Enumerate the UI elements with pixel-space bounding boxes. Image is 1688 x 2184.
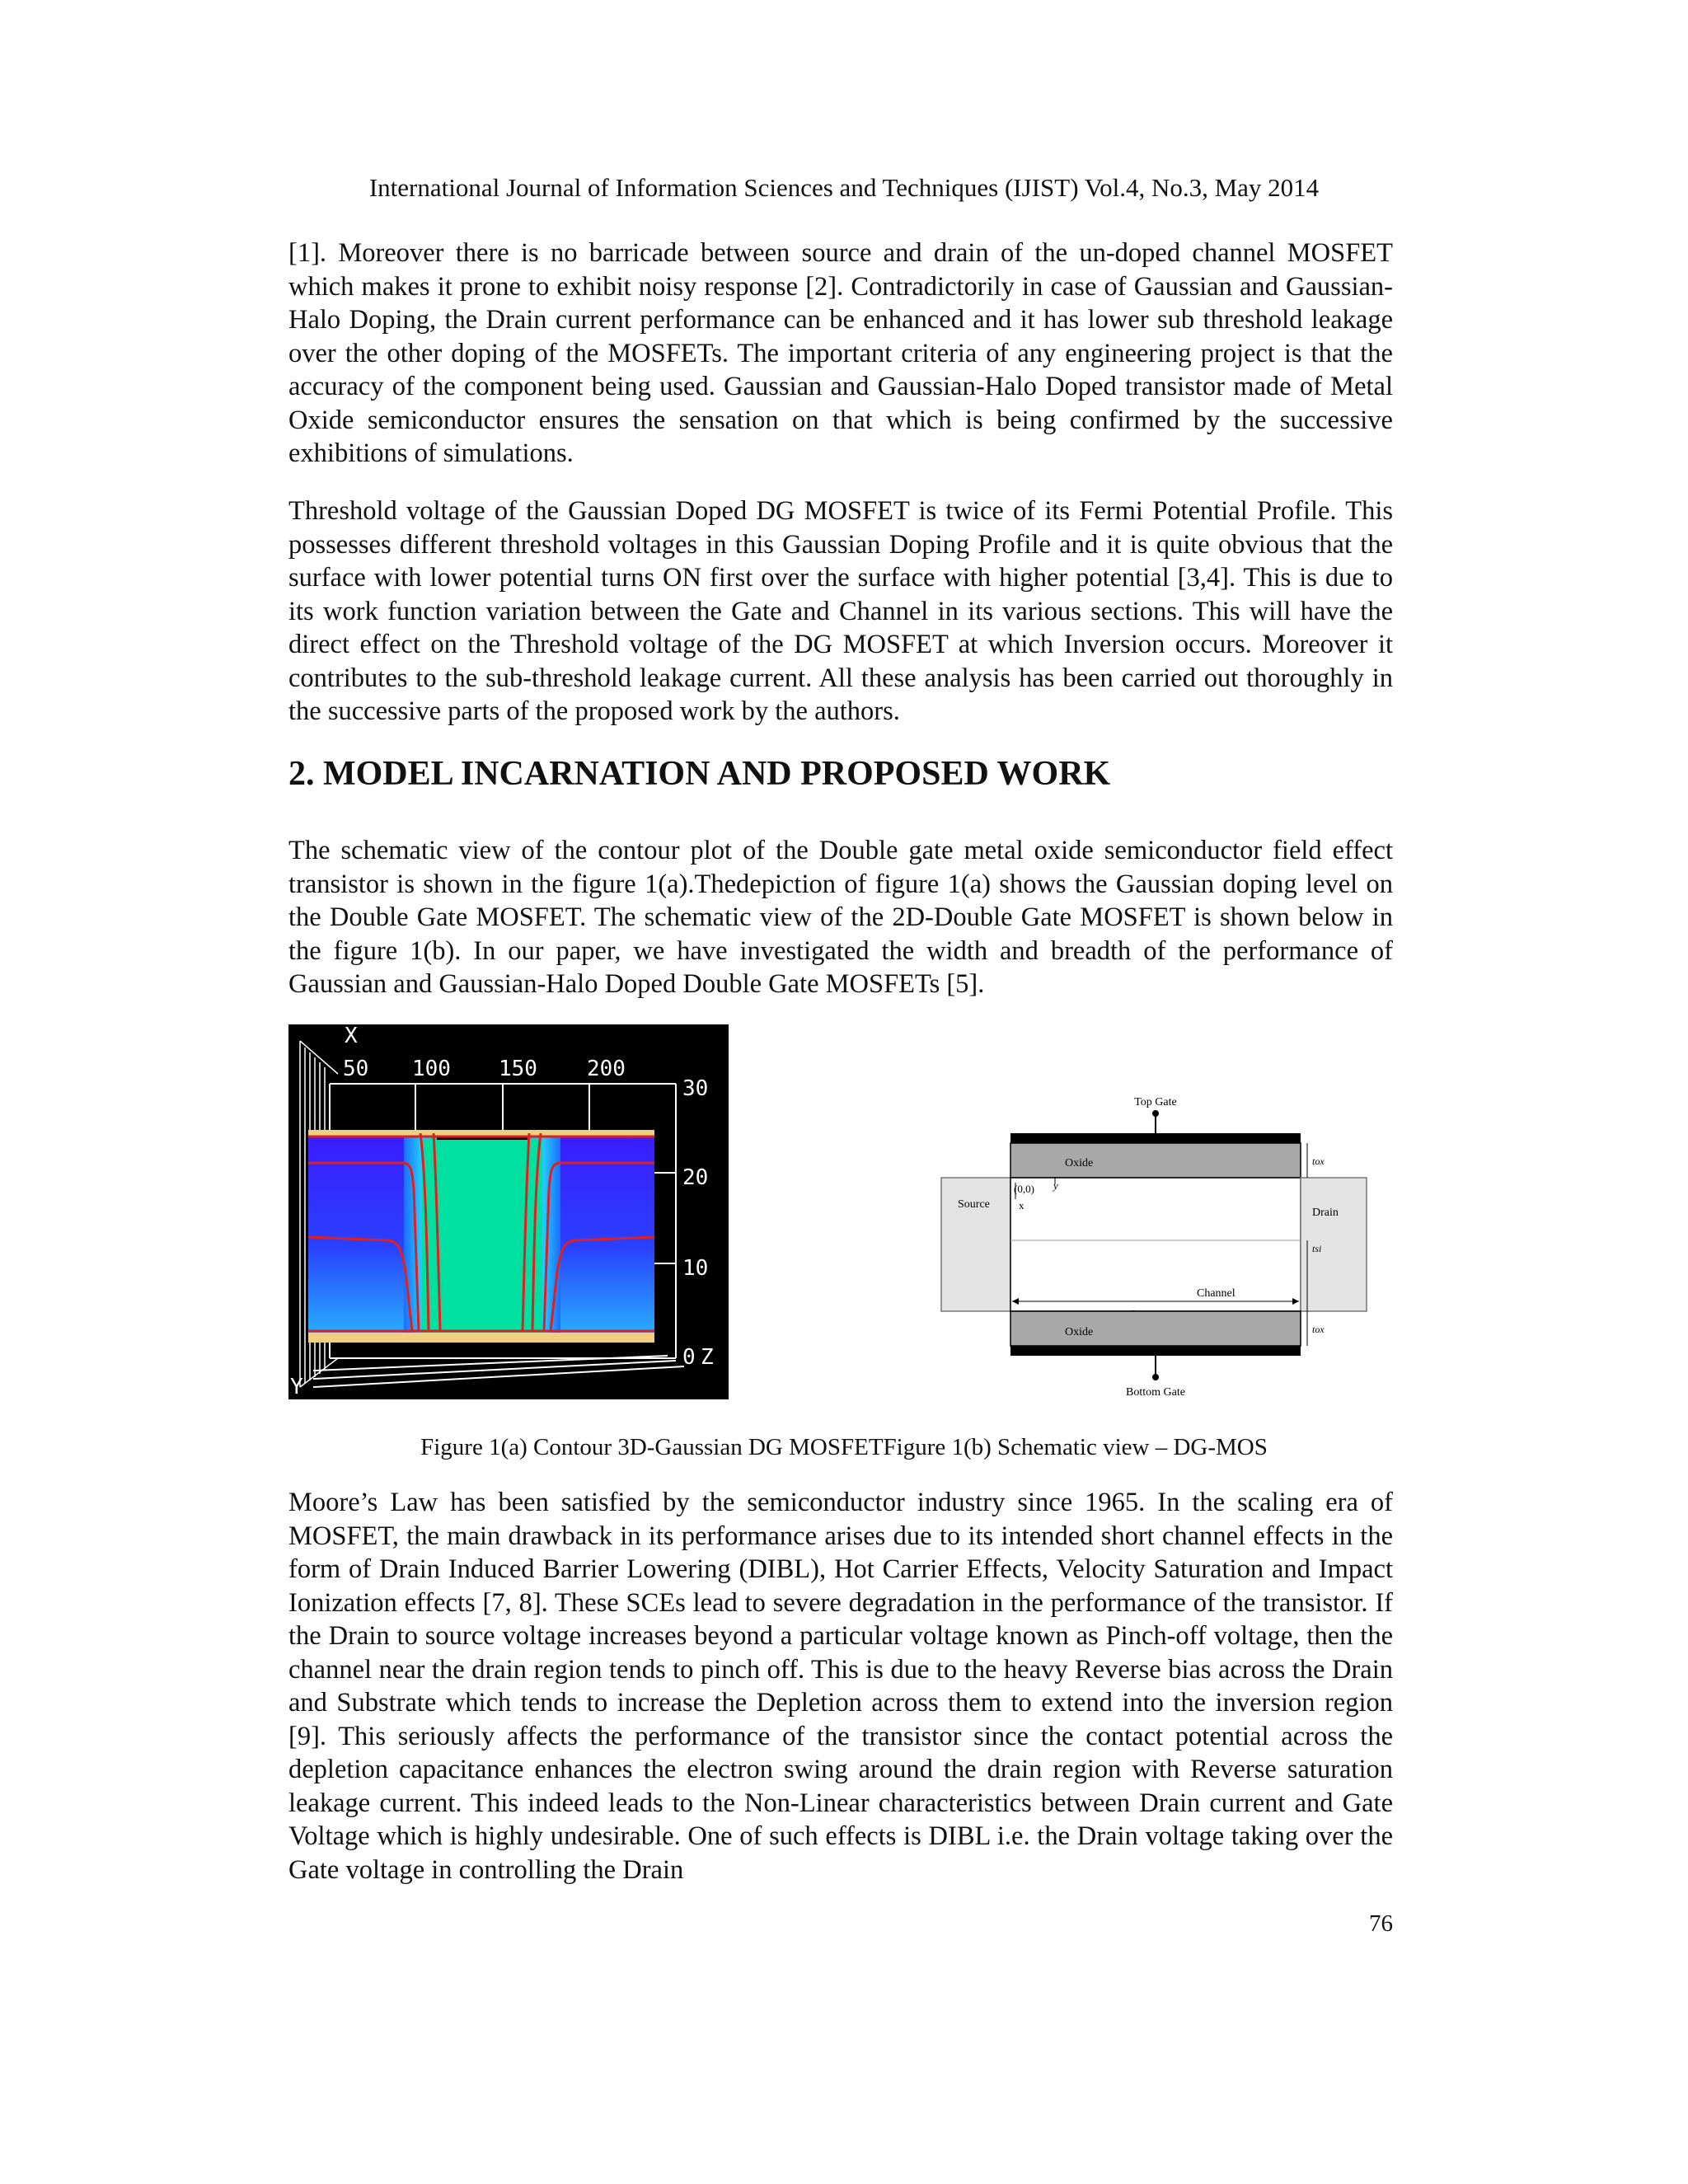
bottom-gate-terminal (1152, 1374, 1159, 1380)
paragraph-2: Threshold voltage of the Gaussian Doped DG MOSFET is twice of its Fermi Potential Profile. This possesses different threshold voltages in this Gaussian Doping Profile and it is quite obvious that the surface with lower potential turns ON first over the surface with higher potential [3,4]. This is due to its work function variation between the Gate and Channel in its various sections. This will have the direct effect on the Threshold voltage of the DG MOSFET at which Inversion occurs. Moreover it contributes to the sub-threshold leakage current. All these analysis has been carried out thoroughly in the successive parts of the proposed work by the authors. (288, 496, 1393, 726)
top-gate-electrode (1010, 1133, 1301, 1143)
channel-label: Channel (1197, 1287, 1236, 1300)
tsi-label: tsi (1312, 1243, 1322, 1254)
bottom-gate-electrode (1010, 1346, 1301, 1356)
schematic-svg (940, 1092, 1368, 1405)
z-axis-letter: Z (701, 1345, 714, 1370)
paragraph-1: [1]. Moreover there is no barricade between source and drain of the un-doped channel MOSFET which makes it prone to exhibit noisy response [2]. Contradictorily in case of Gaussian and Gaussian-Halo Doping, the Drain current performance can be enhanced and it has lower sub threshold leakage over the other doping of the MOSFETs. The important criteria of any engineering project is that the accuracy of the component being used. Gaussian and Gaussian-Halo Doped transistor made of Metal Oxide semiconductor ensures the sensation on that which is being confirmed by the successive exhibitions of simulations. (288, 238, 1393, 468)
x-tick-100: 100 (412, 1057, 451, 1081)
bottom-oxide-label: Oxide (1065, 1326, 1094, 1338)
journal-header: International Journal of Information Sciences and Techniques (IJIST) Vol.4, No.3, May 2014 (368, 173, 1320, 202)
silicon-body (1010, 1178, 1301, 1311)
z-tick-0: 0 (682, 1345, 696, 1370)
section-heading: 2. MODEL INCARNATION AND PROPOSED WORK (288, 755, 1111, 793)
y-axis-letter: Y (290, 1375, 303, 1399)
top-gate-terminal (1152, 1110, 1159, 1117)
x-tick-50: 50 (343, 1057, 369, 1081)
paragraph-3: The schematic view of the contour plot of the Double gate metal oxide semiconductor field effect transistor is shown in the figure 1(a).Thedepiction of figure 1(a) shows the Gaussian doping level on the Double Gate MOSFET. The schematic view of the 2D-Double Gate MOSFET is shown below in the figure 1(b). In our paper, we have investigated the width and breadth of the performance of Gaussian and Gaussian-Halo Doped Double Gate MOSFETs [5]. (288, 836, 1393, 999)
source-label: Source (958, 1198, 990, 1211)
figure-1b-schematic (940, 1092, 1368, 1405)
z-tick-30: 30 (682, 1076, 709, 1101)
paragraph-4: Moore’s Law has been satisfied by the semiconductor industry since 1965. In the scaling era of MOSFET, the main drawback in its performance arises due to its intended short channel effects in the form of Drain Induced Barrier Lowering (DIBL), Hot Carrier Effects, Velocity Saturation and Impact Ionization effects [7, 8]. These SCEs lead to severe degradation in the performance of the transistor. If the Drain to source voltage increases beyond a particular voltage known as Pinch-off voltage, then the channel near the drain region tends to pinch off. This is due to the heavy Reverse bias across the Drain and Substrate which tends to increase the Depletion across them to extend into the inversion region [9]. This seriously affects the performance of the transistor since the contact potential across the depletion capacitance enhances the electron swing around the drain region with Reverse saturation leakage current. This indeed leads to the Non-Linear characteristics between Drain current and Gate Voltage which is highly undesirable. One of such effects is DIBL i.e. the Drain voltage taking over the Gate voltage in controlling the Drain (288, 1488, 1393, 1885)
x-axis-label: x (1019, 1199, 1025, 1212)
top-gate-label: Top Gate (1134, 1096, 1177, 1108)
bottom-gate-label: Bottom Gate (1126, 1386, 1185, 1399)
contour-plot-svg (288, 1024, 729, 1399)
tox-top-label: tox (1312, 1155, 1325, 1167)
drain-region (1301, 1178, 1367, 1311)
page-number: 76 (1369, 1910, 1393, 1937)
figure-caption: Figure 1(a) Contour 3D-Gaussian DG MOSFETFigure 1(b) Schematic view – DG-MOS (420, 1434, 1268, 1460)
top-oxide-label: Oxide (1065, 1157, 1094, 1169)
x-tick-200: 200 (587, 1057, 626, 1081)
y-axis-label: y (1053, 1179, 1058, 1192)
z-tick-20: 20 (682, 1165, 709, 1190)
origin-label: (0,0) (1014, 1183, 1034, 1195)
figure-1a-contour-plot (288, 1024, 729, 1399)
drain-label: Drain (1312, 1207, 1339, 1219)
x-tick-150: 150 (499, 1057, 537, 1081)
bottom-oxide (1010, 1311, 1301, 1346)
x-axis-letter: X (345, 1024, 358, 1048)
z-tick-10: 10 (682, 1256, 709, 1281)
tox-bottom-label: tox (1312, 1324, 1325, 1335)
top-oxide (1010, 1143, 1301, 1178)
